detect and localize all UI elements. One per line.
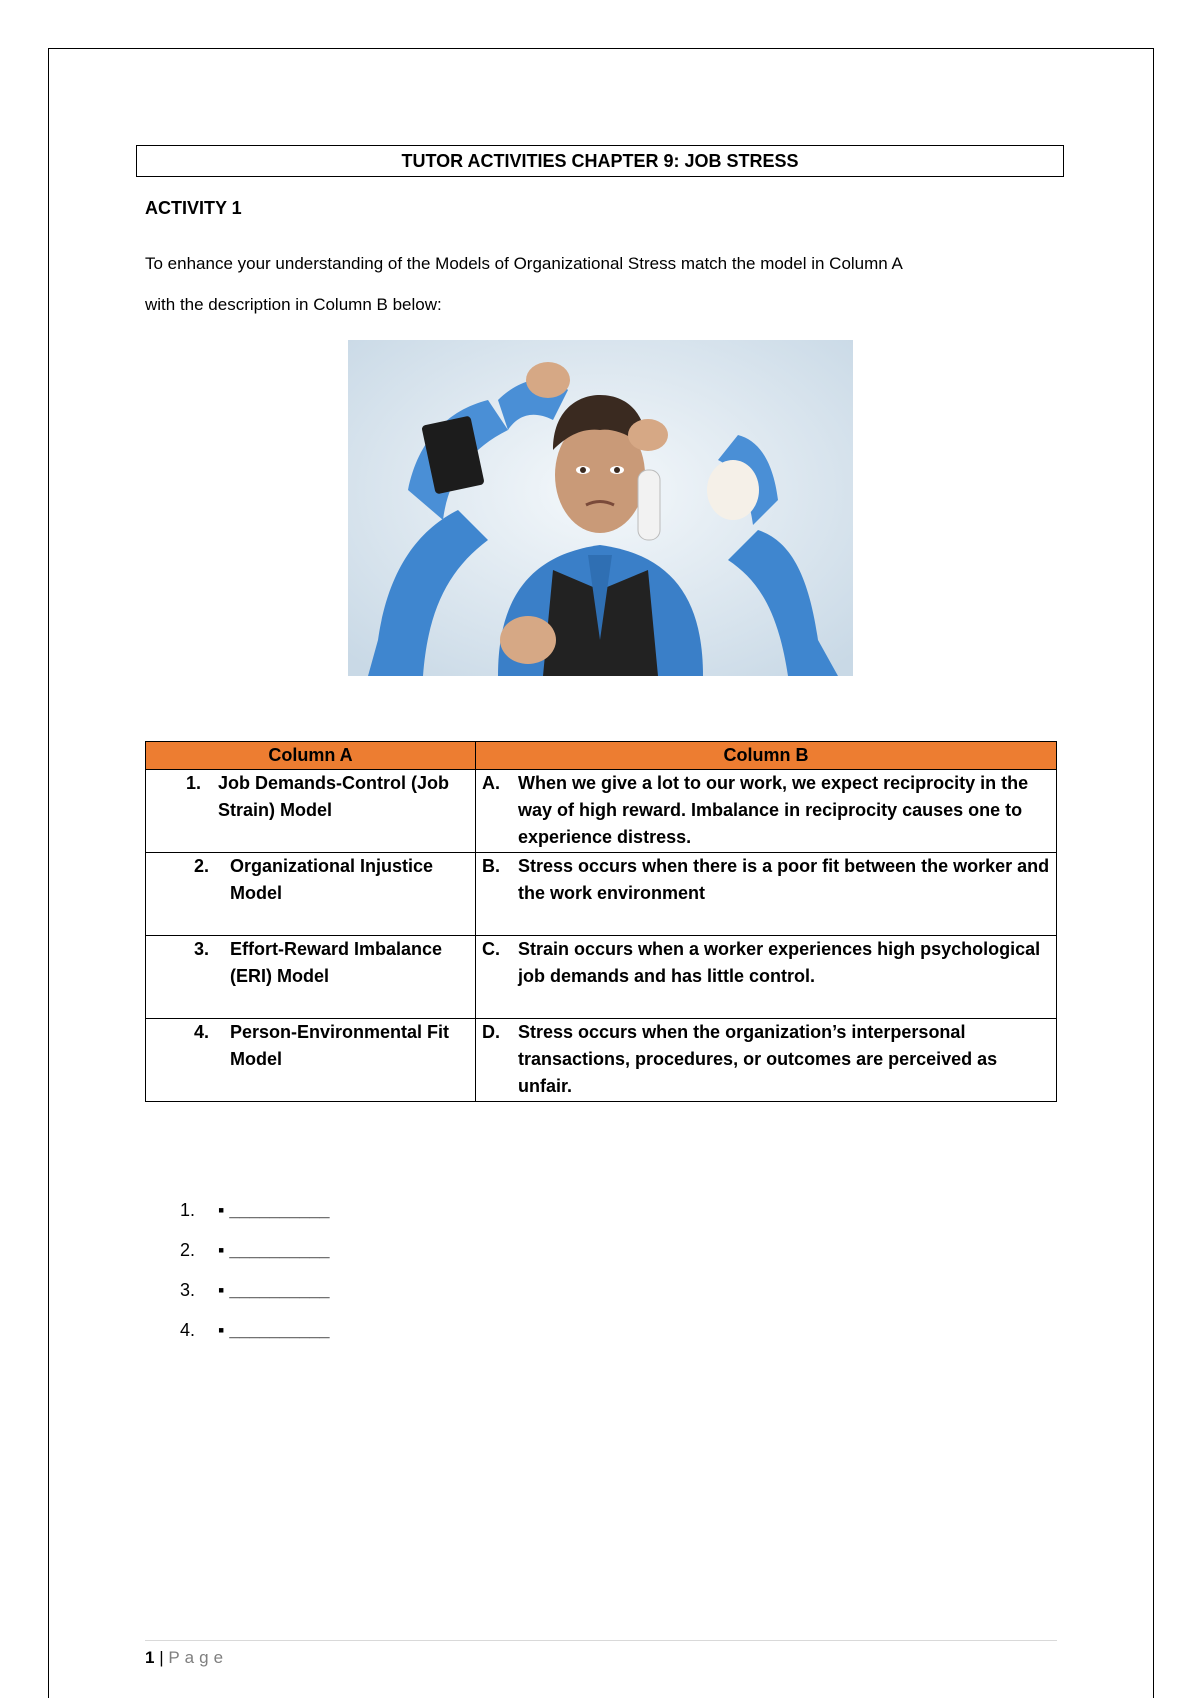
model-description: When we give a lot to our work, we expect reciprocity in the way of high reward. Imbalance in reciprocity causes one to experience distress. (518, 773, 1029, 847)
answer-blank[interactable]: ▪ __________ (218, 1239, 330, 1260)
row-number: 2. (194, 856, 210, 876)
answer-item (180, 1310, 330, 1350)
table-row (146, 936, 1057, 1019)
column-a-cell (146, 770, 476, 853)
model-name: Person-Environmental Fit Model (230, 1022, 450, 1069)
answer-blank[interactable]: ▪ __________ (218, 1279, 330, 1300)
row-letter: D. (482, 1022, 500, 1042)
page-word: Page (168, 1648, 229, 1667)
column-b-cell (476, 853, 1057, 936)
answer-item (180, 1190, 330, 1230)
model-name: Job Demands-Control (Job Strain) Model (218, 773, 450, 820)
column-b-cell (476, 936, 1057, 1019)
column-a-cell (146, 936, 476, 1019)
model-name: Effort-Reward Imbalance (ERI) Model (230, 939, 443, 986)
answer-number: 1. (180, 1199, 196, 1220)
model-description: Stress occurs when there is a poor fit between the worker and the work environment (518, 856, 1050, 903)
column-a-cell (146, 1019, 476, 1102)
column-b-cell (476, 770, 1057, 853)
row-letter: B. (482, 856, 500, 876)
model-name: Organizational Injustice Model (230, 856, 434, 903)
table-header-row (146, 742, 1057, 770)
answer-blank[interactable]: ▪ __________ (218, 1199, 330, 1220)
answer-number: 4. (180, 1319, 196, 1340)
page-number: 1 (145, 1648, 155, 1667)
row-letter: A. (482, 773, 500, 793)
column-b-cell (476, 1019, 1057, 1102)
page-footer (145, 1648, 228, 1668)
row-number: 4. (194, 1022, 210, 1042)
column-b-header: Column B (476, 742, 1057, 770)
stressed-businessman-image (348, 340, 853, 676)
model-description: Strain occurs when a worker experiences high psychological job demands and has little control. (518, 939, 1041, 986)
intro-line-1: To enhance your understanding of the Models of Organizational Stress match the model in Column A (145, 254, 903, 273)
answer-item (180, 1270, 330, 1310)
row-number: 3. (194, 939, 210, 959)
table-row (146, 853, 1057, 936)
answer-number: 2. (180, 1239, 196, 1260)
answer-item (180, 1230, 330, 1270)
intro-line-2: with the description in Column B below: (145, 295, 442, 314)
column-a-header: Column A (146, 742, 476, 770)
matching-table (145, 741, 1057, 1102)
row-letter: C. (482, 939, 500, 959)
answer-blank[interactable]: ▪ __________ (218, 1319, 330, 1340)
column-a-cell (146, 853, 476, 936)
intro-paragraph (145, 243, 1075, 325)
answer-number: 3. (180, 1279, 196, 1300)
page-title (136, 145, 1064, 177)
table-row (146, 770, 1057, 853)
answer-list (180, 1190, 330, 1350)
page-title-text: TUTOR ACTIVITIES CHAPTER 9: JOB STRESS (401, 150, 799, 171)
model-description: Stress occurs when the organization’s interpersonal transactions, procedures, or outcomes are perceived as unfair. (518, 1022, 998, 1096)
table-row (146, 1019, 1057, 1102)
row-number: 1. (186, 773, 202, 793)
footer-separator: | (154, 1648, 169, 1667)
activity-heading: ACTIVITY 1 (145, 198, 242, 218)
footer-divider (145, 1640, 1057, 1641)
